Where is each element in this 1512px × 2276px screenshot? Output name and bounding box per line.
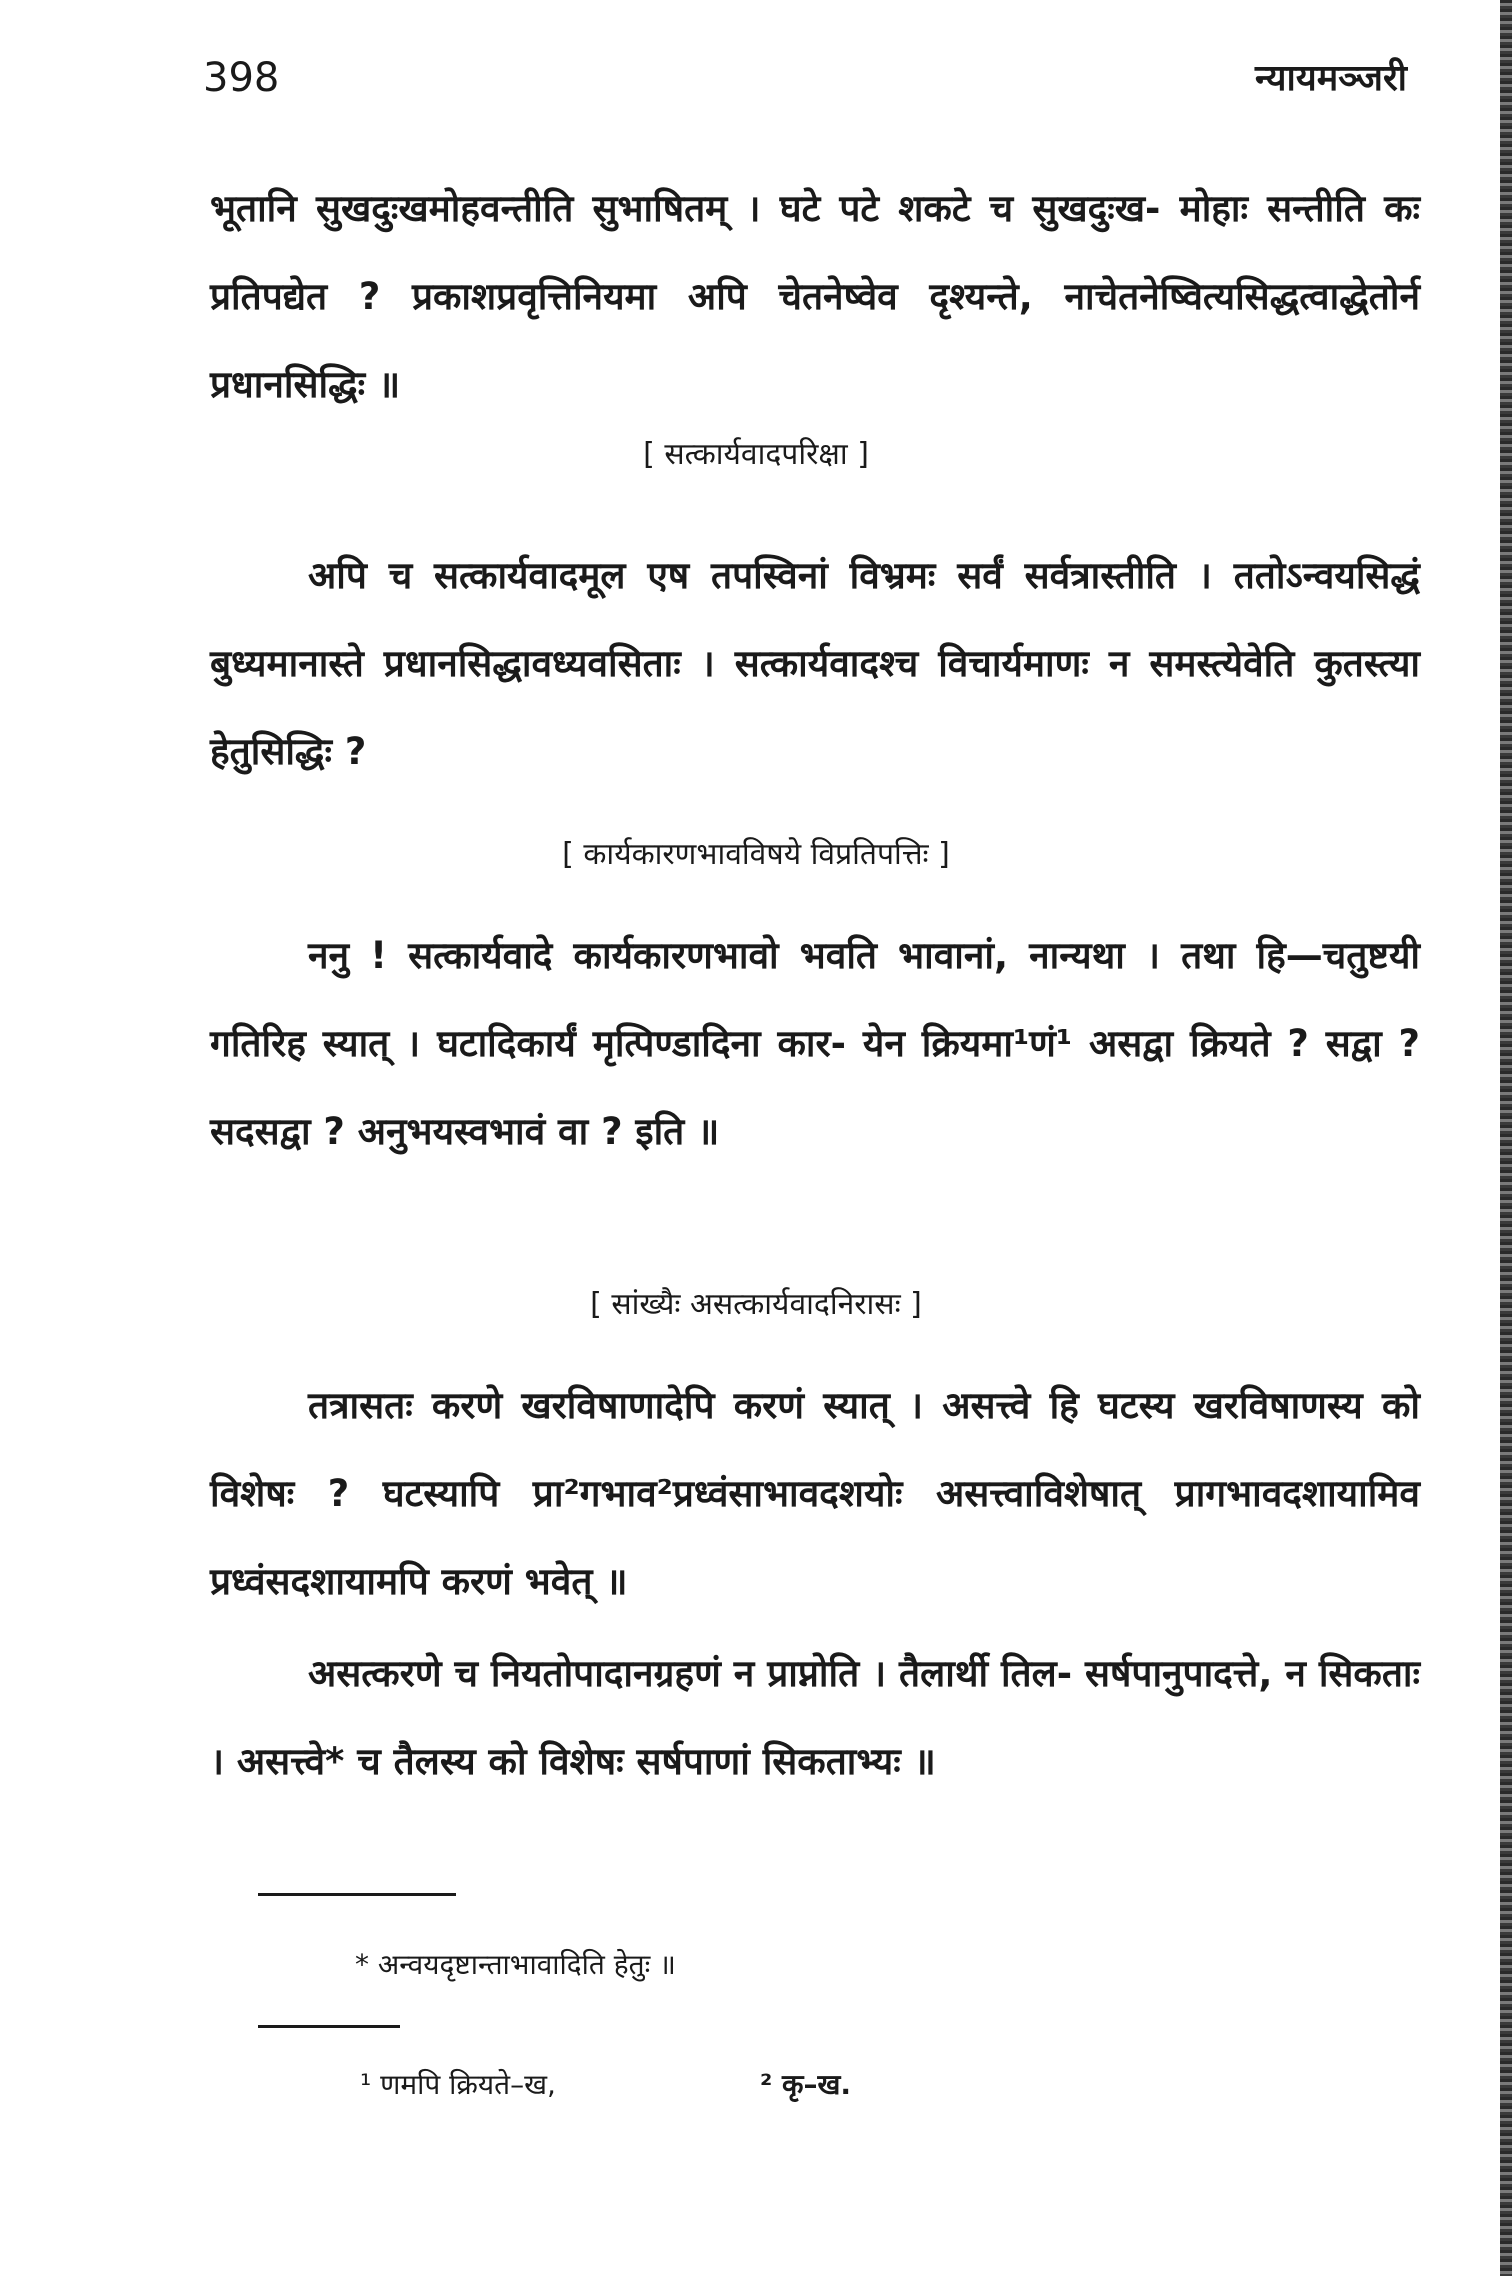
- page-edge: [1500, 0, 1512, 2276]
- paragraph-3: ननु ! सत्कार्यवादे कार्यकारणभावो भवति भावानां, नान्यथा । तथा हि—चतुष्टयी गतिरिह स्यात् । घटादिकार्यं मृत्पिण्डादिना कार- येन क्रियमा¹णं¹ असद्वा क्रियते ? सद्वा ? सदसद्वा ? अनुभयस्वभावं वा ? इति ॥: [210, 934, 1420, 1153]
- footnote-star: * अन्वयदृष्टान्ताभावादिति हेतुः ॥: [355, 1948, 676, 1981]
- section-heading-2: [ कार्यकारणभावविषये विप्रतिपत्तिः ]: [562, 837, 950, 872]
- section-heading-1: [ सत्कार्यवादपरिक्षा ]: [643, 437, 869, 472]
- footnote-2: ² कृ–ख.: [760, 2068, 852, 2101]
- section-heading-3: [ सांख्यैः असत्कार्यवादनिरासः ]: [590, 1287, 922, 1322]
- paragraph-5: असत्करणे च नियतोपादानग्रहणं न प्राप्नोति । तैलार्थी तिल- सर्षपानुपादत्ते, न सिकताः । असत्त्वे* च तैलस्य को विशेषः सर्षपाणां सिकताभ्यः ॥: [210, 1652, 1420, 1783]
- footnote-divider-1: [258, 1893, 456, 1896]
- page-number: 398: [203, 55, 280, 101]
- footnote-1: ¹ णमपि क्रियते–ख,: [360, 2068, 556, 2101]
- paragraph-4: तत्रासतः करणे खरविषाणादेपि करणं स्यात् । असत्त्वे हि घटस्य खरविषाणस्य को विशेषः ? घटस्यापि प्रा²गभाव²प्रध्वंसाभावदशयोः असत्त्वाविशेषात् प्रागभावदशायामिव प्रध्वंसदशायामपि करणं भवेत् ॥: [210, 1384, 1420, 1603]
- paragraph-1: भूतानि सुखदुःखमोहवन्तीति सुभाषितम् । घटे पटे शकटे च सुखदुःख- मोहाः सन्तीति कः प्रतिपद्येत ? प्रकाशप्रवृत्तिनियमा अपि चेतनेष्वेव दृश्यन्ते, नाचेतनेष्वित्यसिद्धत्वाद्धेतोर्न प्रधानसिद्धिः ॥: [210, 187, 1420, 406]
- paragraph-2: अपि च सत्कार्यवादमूल एष तपस्विनां विभ्रमः सर्वं सर्वत्रास्तीति । ततोऽन्वयसिद्धं बुध्यमानास्ते प्रधानसिद्धावध्यवसिताः । सत्कार्यवादश्च विचार्यमाणः न समस्त्येवेति कुतस्त्या हेतुसिद्धिः ?: [210, 554, 1420, 773]
- running-head: न्यायमञ्जरी: [1255, 58, 1407, 99]
- footnote-divider-2: [258, 2025, 400, 2028]
